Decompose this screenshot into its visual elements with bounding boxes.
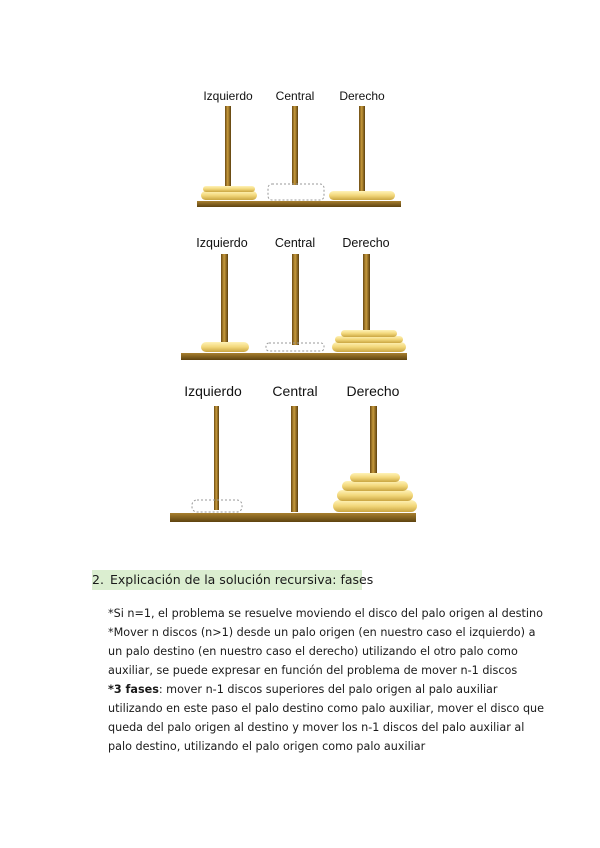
peg-base: [170, 513, 416, 522]
peg-label-left: Izquierdo: [203, 89, 253, 103]
peg-right: [359, 106, 365, 191]
peg-label-left: Izquierdo: [184, 383, 242, 399]
peg-label-right: Derecho: [339, 89, 385, 103]
empty-disk-outline: [268, 184, 324, 200]
paragraph-line: queda del palo origen al destino y mover los n-1 discos del palo auxiliar al: [108, 721, 525, 734]
paragraph-line: [108, 680, 548, 699]
peg-left: [225, 106, 231, 191]
disk: [201, 342, 249, 352]
hanoi-diagram-3: [170, 383, 417, 522]
peg-label-right: Derecho: [342, 236, 390, 250]
disk: [333, 500, 417, 512]
hanoi-diagram-2: [181, 236, 407, 360]
disk: [341, 330, 397, 337]
peg-left: [221, 254, 228, 345]
peg-label-left: Izquierdo: [196, 236, 248, 250]
paragraph-line: utilizando en este paso el palo destino como palo auxiliar, mover el disco que: [108, 702, 545, 715]
paragraph-line: un palo destino (en nuestro caso el derecho) utilizando el otro palo como: [108, 645, 518, 658]
explanation-text: [108, 604, 548, 756]
paragraph-text: : mover n-1 discos superiores del palo origen al palo auxiliar: [158, 683, 498, 696]
peg-label-center: Central: [275, 89, 315, 103]
disk: [203, 186, 255, 192]
paragraph-line: *Si n=1, el problema se resuelve moviendo el disco del palo origen al destino: [108, 607, 543, 620]
bold-phrase: *3 fases: [108, 683, 159, 696]
paragraph-line: auxiliar, se puede expresar en función del problema de mover n-1 discos: [108, 664, 518, 677]
disk: [329, 191, 395, 200]
section-number: 2.: [92, 572, 104, 587]
paragraph-line: *Mover n discos (n>1) desde un palo origen (en nuestro caso el izquierdo) a: [108, 626, 536, 639]
disk: [201, 191, 257, 200]
peg-center: [292, 254, 299, 345]
peg-right: [370, 406, 377, 481]
disk: [335, 336, 403, 343]
disk: [337, 490, 413, 501]
peg-right: [363, 254, 370, 332]
peg-left: [214, 406, 219, 510]
hanoi-diagram-1: [197, 89, 401, 207]
peg-base: [197, 201, 401, 207]
disk: [342, 481, 408, 491]
section-heading: [92, 570, 374, 590]
peg-base: [181, 353, 407, 360]
peg-center: [291, 406, 298, 512]
disk: [350, 473, 400, 482]
peg-center: [292, 106, 298, 185]
peg-label-center: Central: [274, 236, 316, 250]
disk: [332, 342, 406, 352]
paragraph-line: palo destino, utilizando el palo origen como palo auxiliar: [108, 740, 426, 753]
peg-label-right: Derecho: [346, 383, 400, 399]
peg-label-center: Central: [272, 383, 318, 399]
section-title: Explicación de la solución recursiva: fases: [110, 572, 374, 587]
